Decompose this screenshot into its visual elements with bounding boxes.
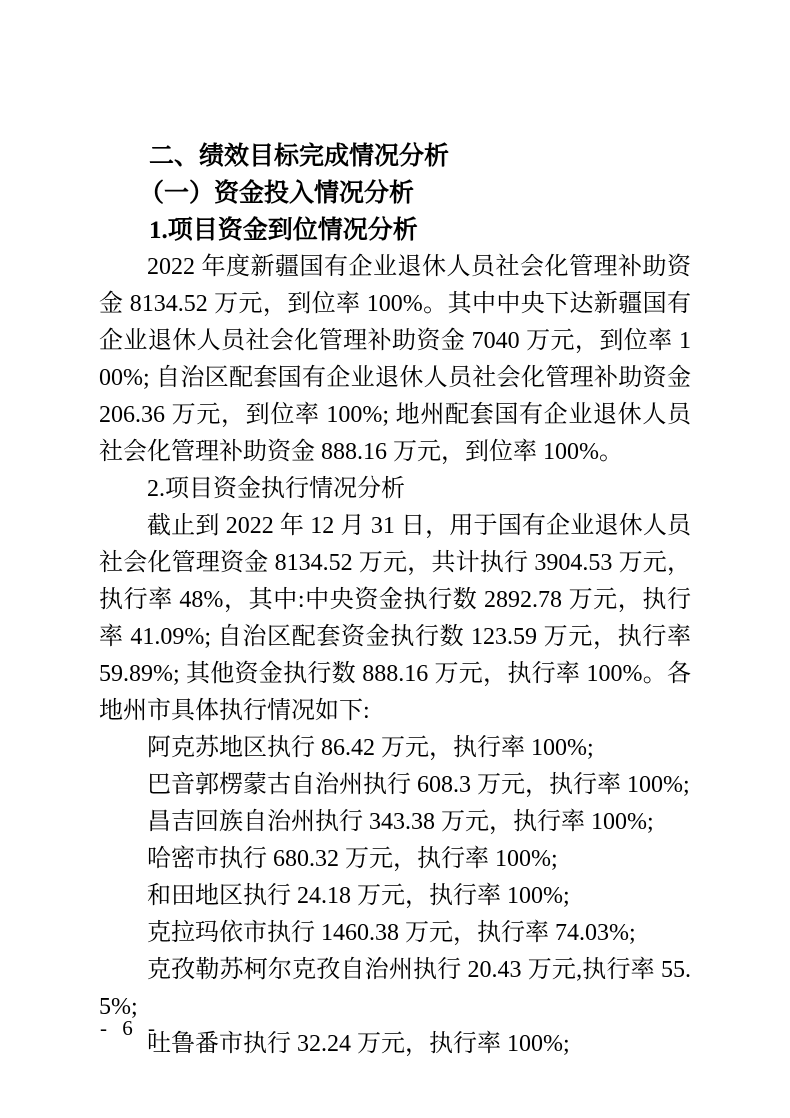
- execution-item-kezilesu: 克孜勒苏柯尔克孜自治州执行 20.43 万元,执行率 55.5%;: [99, 957, 691, 1020]
- subsection-heading: （一）资金投入情况分析: [139, 180, 415, 207]
- paragraph-funds-arrival: 2022 年度新疆国有企业退休人员社会化管理补助资金 8134.52 万元，到位率 100%。其中中央下达新疆国有企业退休人员社会化管理补助资金 7040 万元，到位率 100%; 自治区配套国有企业退休人员社会化管理补助资金 206.36 万元，到位率 100%; 地州配套国有企业退休人员社会化管理补助资金 888.16 万元，到位率 100%。: [99, 254, 691, 465]
- execution-item-tulufan: 吐鲁番市执行 32.24 万元，执行率 100%;: [147, 1031, 570, 1057]
- numbered-heading-2: 2.项目资金执行情况分析: [147, 476, 405, 502]
- execution-item-akesu: 阿克苏地区执行 86.42 万元，执行率 100%;: [147, 735, 594, 761]
- execution-item-bayinguoleng: 巴音郭楞蒙古自治州执行 608.3 万元，执行率 100%;: [147, 772, 690, 798]
- execution-item-kelamayi: 克拉玛依市执行 1460.38 万元，执行率 74.03%;: [147, 920, 636, 946]
- execution-item-hetian: 和田地区执行 24.18 万元，执行率 100%;: [147, 883, 570, 909]
- execution-item-changji: 昌吉回族自治州执行 343.38 万元，执行率 100%;: [147, 809, 654, 835]
- paragraph-funds-execution: 截止到 2022 年 12 月 31 日，用于国有企业退休人员社会化管理资金 8134.52 万元，共计执行 3904.53 万元，执行率 48%，其中:中央资金执行数 2892.78 万元，执行率 41.09%; 自治区配套资金执行数 123.59 万元，执行率 59.89%; 其他资金执行数 888.16 万元，执行率 100%。各地州市具体执行情况如下:: [99, 513, 691, 724]
- document-content: [99, 138, 691, 1063]
- section-heading: 二、绩效目标完成情况分析: [149, 142, 450, 170]
- execution-item-hami: 哈密市执行 680.32 万元，执行率 100%;: [147, 846, 558, 872]
- numbered-heading: 1.项目资金到位情况分析: [149, 217, 418, 244]
- page-number: - 6 -: [100, 1016, 160, 1040]
